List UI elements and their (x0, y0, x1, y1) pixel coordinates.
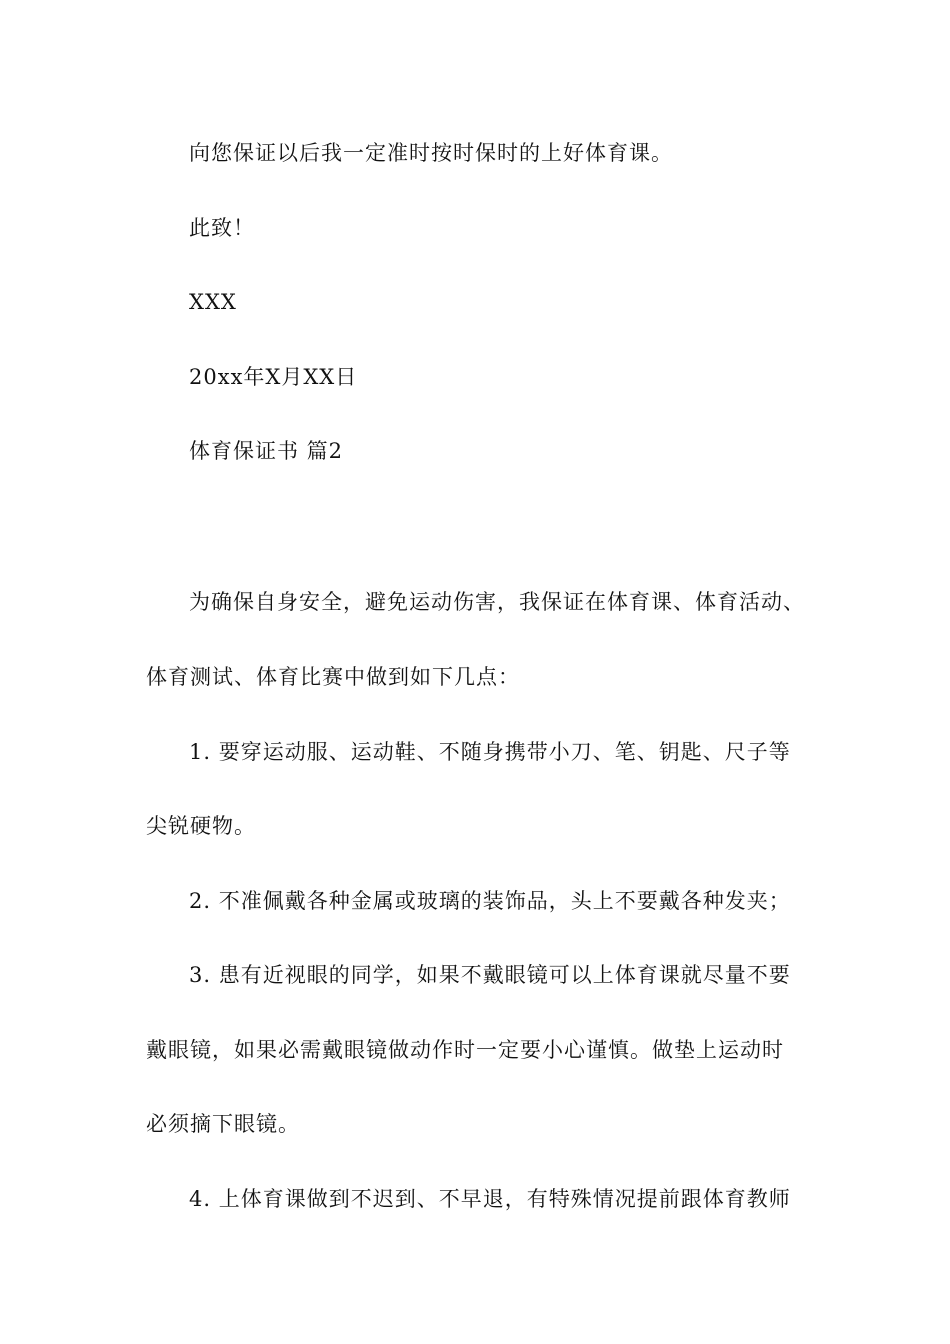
item-1-line-2: 尖锐硬物。 (146, 814, 256, 838)
intro-paragraph-line-2: 体育测试、体育比赛中做到如下几点： (146, 665, 520, 689)
item-3-line-3: 必须摘下眼镜。 (146, 1112, 300, 1136)
item-2-line-1: 2. 不准佩戴各种金属或玻璃的装饰品，头上不要戴各种发夹； (189, 889, 791, 913)
item-3-line-2: 戴眼镜，如果必需戴眼镜做动作时一定要小心谨慎。做垫上运动时 (146, 1038, 784, 1062)
item-4-line-1: 4. 上体育课做到不迟到、不早退，有特殊情况提前跟体育教师 (189, 1187, 791, 1211)
item-3-line-1: 3. 患有近视眼的同学，如果不戴眼镜可以上体育课就尽量不要 (189, 963, 791, 987)
closing-promise-line: 向您保证以后我一定准时按时保时的上好体育课。 (189, 141, 673, 165)
item-1-line-1: 1. 要穿运动服、运动鞋、不随身携带小刀、笔、钥匙、尺子等 (189, 740, 791, 764)
intro-paragraph-line-1: 为确保自身安全，避免运动伤害，我保证在体育课、体育活动、 (189, 590, 805, 614)
salutation-line: 此致！ (189, 216, 255, 240)
signature-name: XXX (189, 290, 237, 314)
section-heading: 体育保证书 篇2 (189, 439, 344, 463)
signature-date: 20xx年X月XX日 (189, 365, 358, 389)
